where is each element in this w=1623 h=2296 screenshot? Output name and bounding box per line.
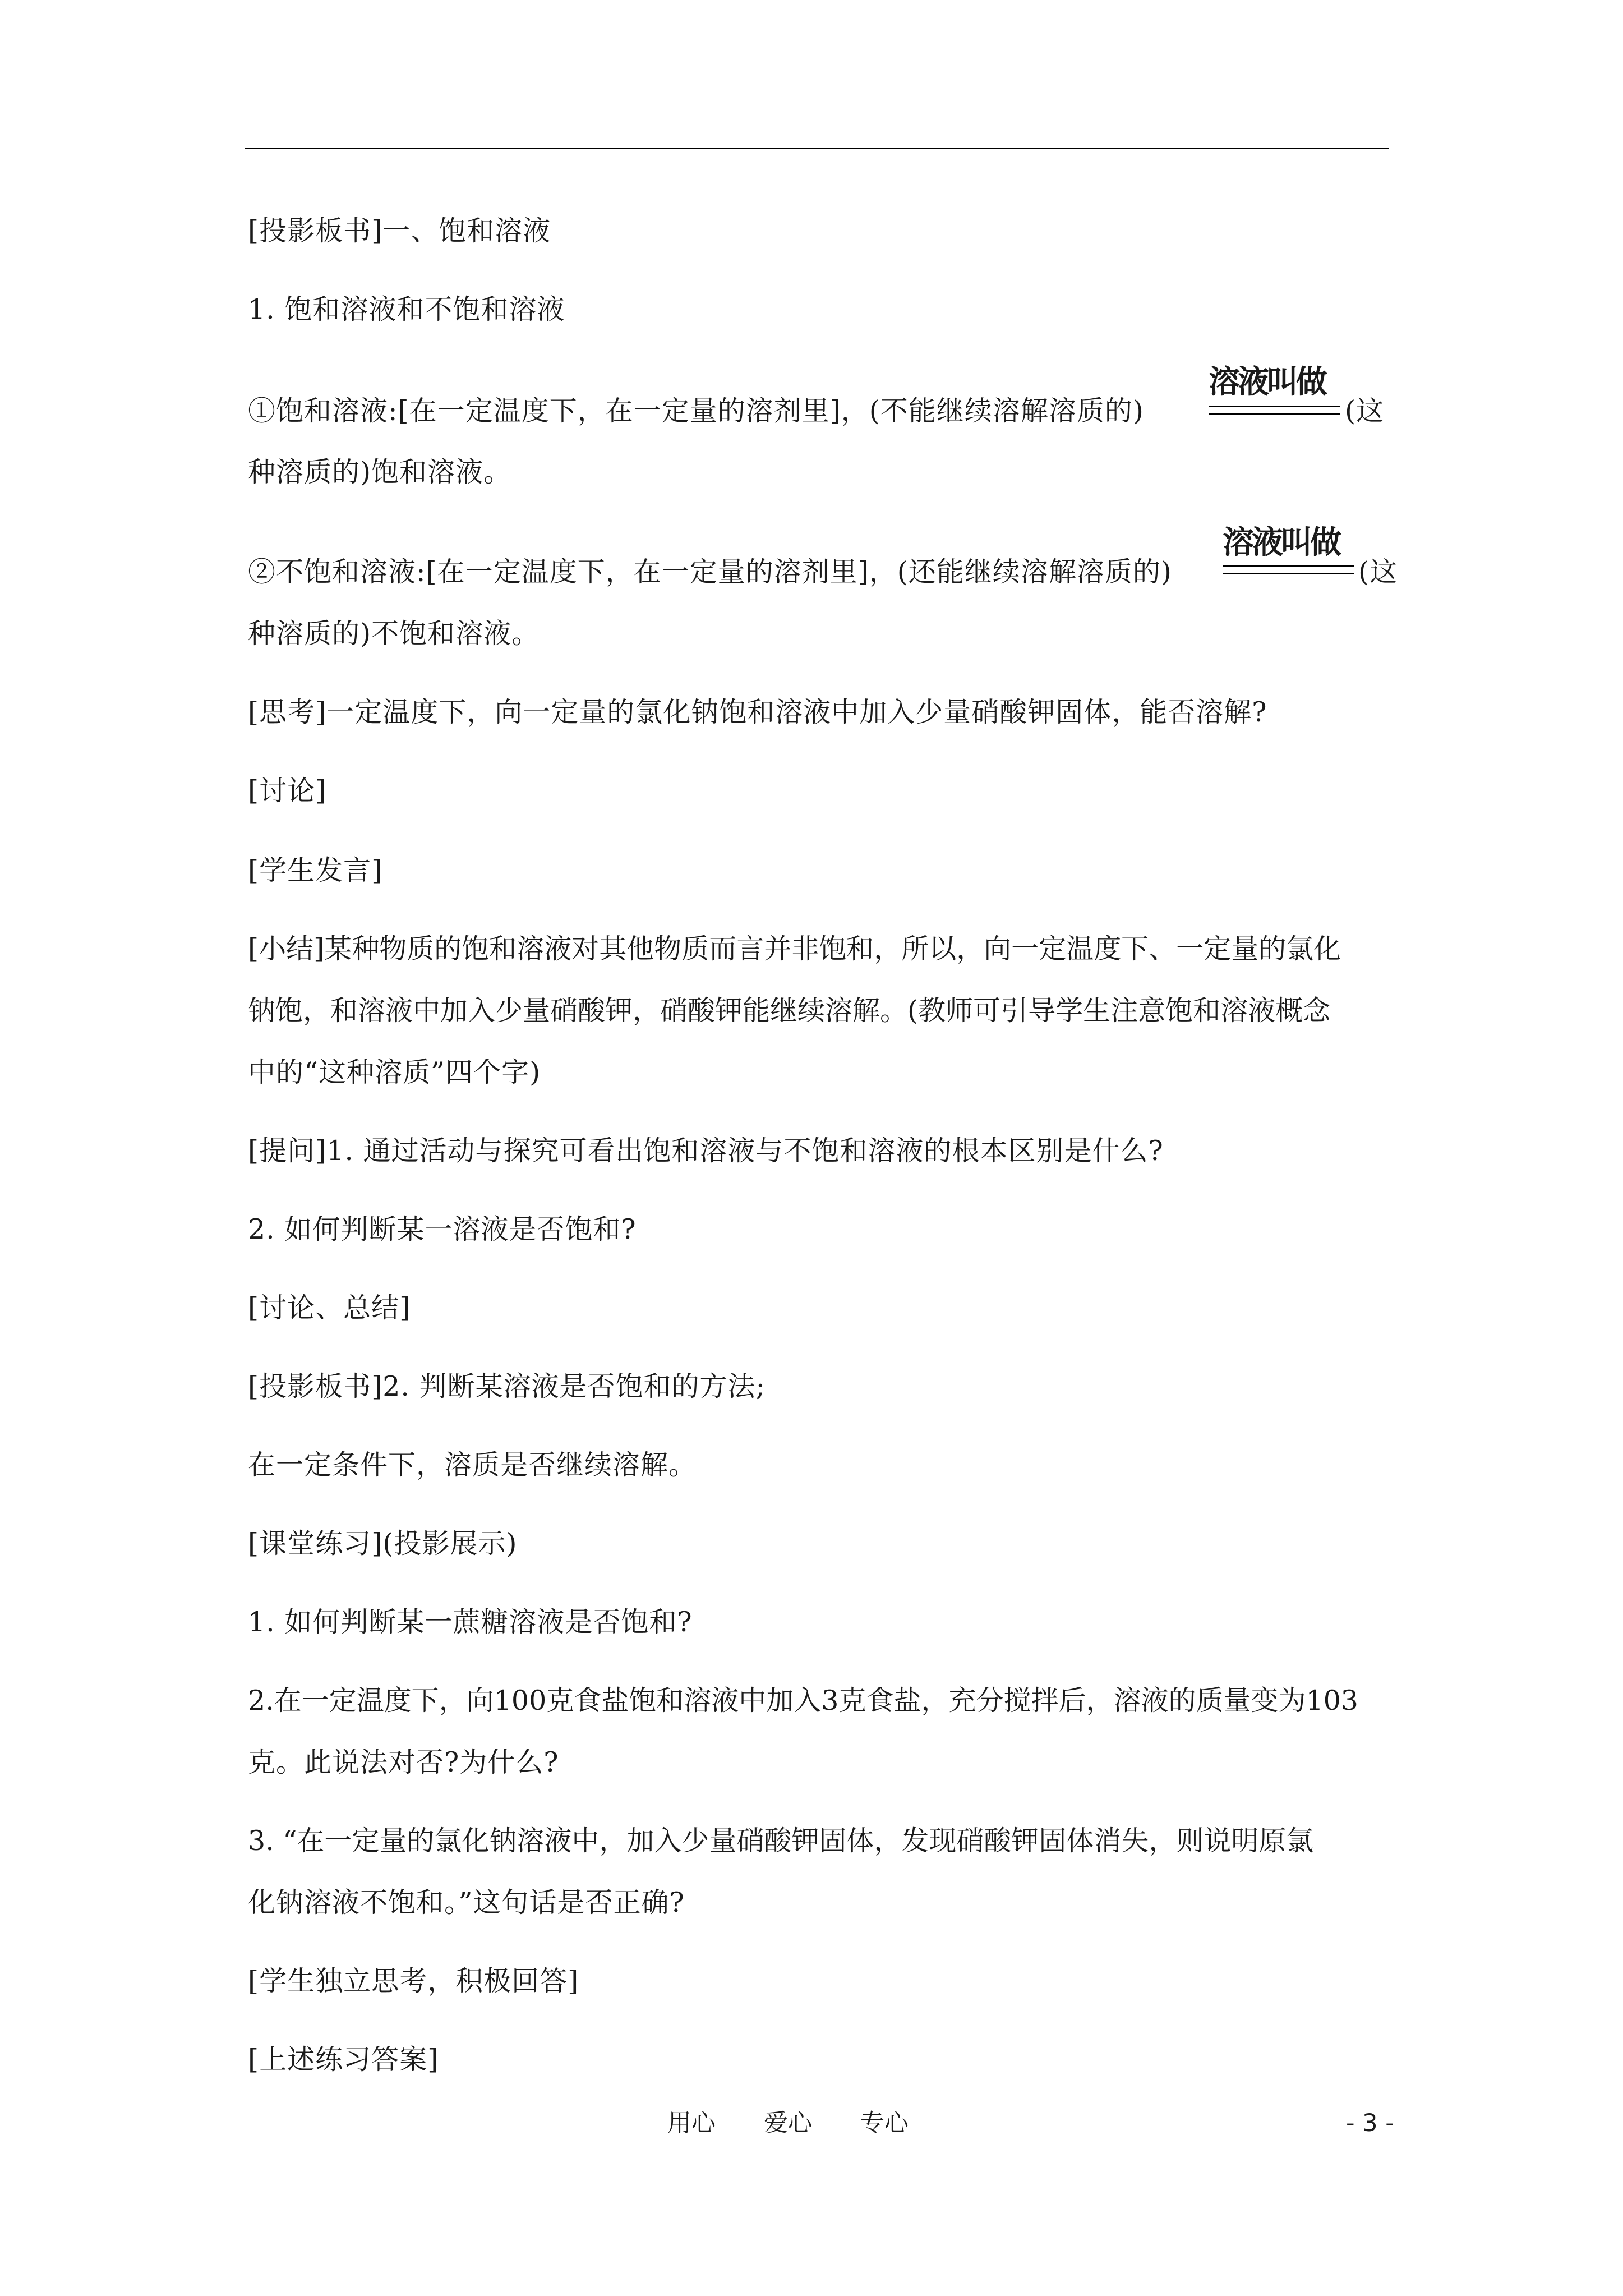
footer-motto: 用心 爱心 专心 xyxy=(667,2109,909,2137)
heading-saturated-solution: [投影板书]一、饱和溶液 xyxy=(248,215,551,247)
definition-unsaturated-line1: ②不饱和溶液:[在一定温度下，在一定量的溶剂里]，(还能继续溶解溶质的) xyxy=(248,556,1172,588)
definition-saturated-line1: ①饱和溶液:[在一定温度下，在一定量的溶剂里]，(不能继续溶解溶质的) xyxy=(248,395,1144,427)
practice-1: 1. 如何判断某一蔗糖溶液是否饱和? xyxy=(248,1606,693,1638)
question-2: 2. 如何判断某一溶液是否饱和? xyxy=(248,1213,637,1245)
think-question: [思考]一定温度下，向一定量的氯化钠饱和溶液中加入少量硝酸钾固体，能否溶解? xyxy=(248,696,1267,728)
arrow-label-1: 溶液叫做 xyxy=(1209,364,1325,401)
header-rule xyxy=(245,148,1389,149)
answers-label: [上述练习答案] xyxy=(248,2044,439,2076)
summary-line1: [小结]某种物质的饱和溶液对其他物质而言并非饱和，所以，向一定温度下、一定量的氯化 xyxy=(248,933,1341,965)
practice-3-line2: 化钠溶液不饱和。”这句话是否正确? xyxy=(248,1887,685,1918)
subheading-saturated-unsaturated: 1. 饱和溶液和不饱和溶液 xyxy=(248,293,565,325)
definition-unsaturated-tail: (这 xyxy=(1358,556,1398,588)
student-speech-label: [学生发言] xyxy=(248,854,383,886)
discussion-summary-label: [讨论、总结] xyxy=(248,1292,411,1324)
definition-unsaturated-line2: 种溶质的)不饱和溶液。 xyxy=(248,618,540,650)
student-think-label: [学生独立思考，积极回答] xyxy=(248,1965,579,1997)
method-text: 在一定条件下，溶质是否继续溶解。 xyxy=(248,1449,697,1481)
method-heading: [投影板书]2. 判断某溶液是否饱和的方法; xyxy=(248,1370,766,1402)
arrow-label-2: 溶液叫做 xyxy=(1223,524,1339,561)
definition-saturated-tail: (这 xyxy=(1345,395,1385,427)
practice-heading: [课堂练习](投影展示) xyxy=(248,1527,518,1559)
discussion-label: [讨论] xyxy=(248,775,327,807)
double-arrow-1 xyxy=(1209,406,1340,415)
practice-2-line1: 2.在一定温度下，向100克食盐饱和溶液中加入3克食盐，充分搅拌后，溶液的质量变为103 xyxy=(248,1685,1358,1717)
question-1: [提问]1. 通过活动与探究可看出饱和溶液与不饱和溶液的根本区别是什么? xyxy=(248,1135,1164,1167)
page-number: - 3 - xyxy=(1346,2109,1394,2137)
practice-3-line1: 3. “在一定量的氯化钠溶液中，加入少量硝酸钾固体，发现硝酸钾固体消失，则说明原氯 xyxy=(248,1825,1314,1857)
summary-line3: 中的“这种溶质”四个字) xyxy=(248,1056,541,1088)
practice-2-line2: 克。此说法对否?为什么? xyxy=(248,1746,559,1778)
summary-line2: 钠饱，和溶液中加入少量硝酸钾，硝酸钾能继续溶解。(教师可引导学生注意饱和溶液概念 xyxy=(248,995,1331,1027)
definition-saturated-line2: 种溶质的)饱和溶液。 xyxy=(248,456,512,488)
double-arrow-2 xyxy=(1223,565,1354,574)
